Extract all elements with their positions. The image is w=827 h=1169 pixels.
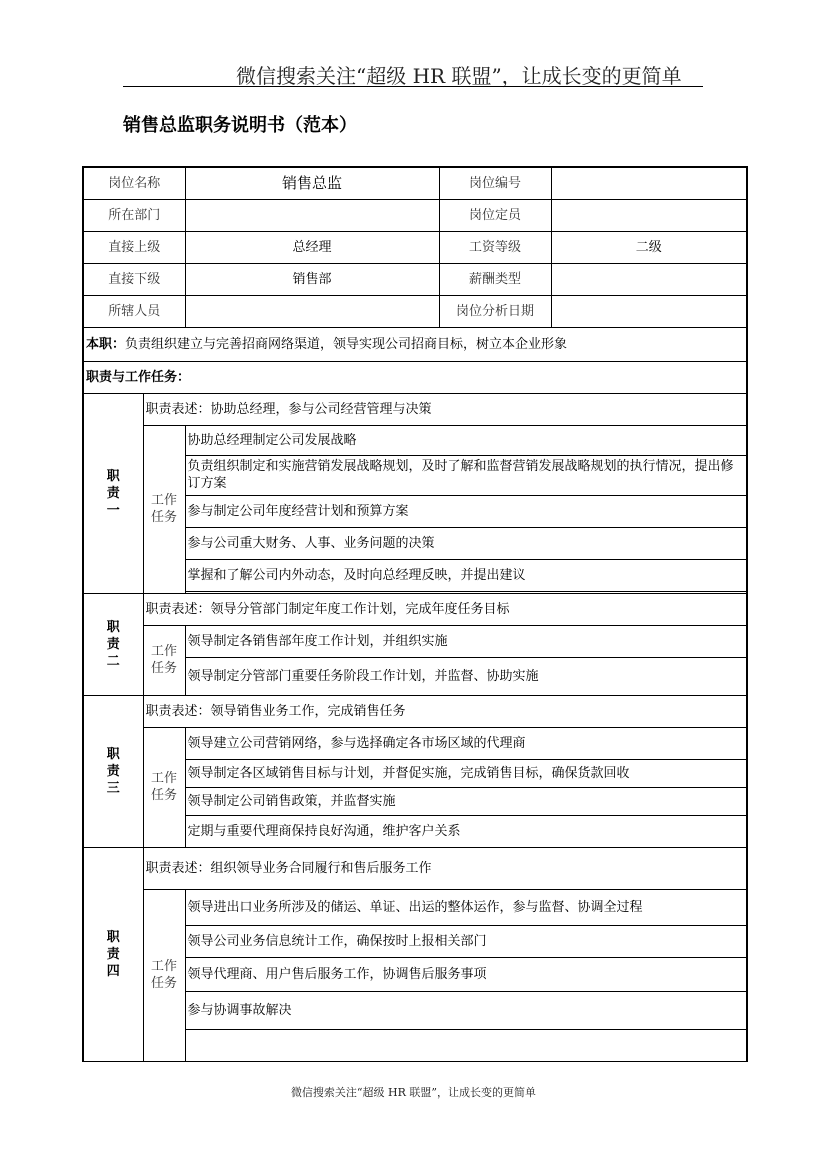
section-2-task-2: 领导制定分管部门重要任务阶段工作计划，并监督、协助实施 (185, 657, 747, 695)
tasks-header: 职责与工作任务： (83, 361, 747, 393)
document-title: 销售总监职务说明书（范本） (123, 115, 357, 136)
dept-value (185, 199, 439, 231)
section-3-statement: 职责表述：领导销售业务工作，完成销售任务 (143, 695, 747, 727)
core-duty-row (83, 327, 747, 361)
section-1-work-label: 工作 任务 (143, 425, 185, 593)
post-no-value (551, 167, 747, 199)
superior-label: 直接上级 (83, 231, 185, 263)
section-3-name: 职 责 三 (83, 695, 143, 847)
section-3-task-1: 领导建立公司营销网络，参与选择确定各市场区域的代理商 (185, 727, 747, 759)
section-1-task-2: 负责组织制定和实施营销发展战略规划，及时了解和监督营销发展战略规划的执行情况，提出修订方案 (185, 455, 747, 495)
analysis-date-label: 岗位分析日期 (439, 295, 551, 327)
headcount-label: 岗位定员 (439, 199, 551, 231)
job-description-table (82, 166, 748, 1062)
section-1-statement: 职责表述：协助总经理，参与公司经营管理与决策 (143, 393, 747, 425)
page-header: 微信搜索关注“超级 HR 联盟”，让成长变的更简单 (236, 64, 682, 88)
staff-label: 所辖人员 (83, 295, 185, 327)
section-3-work-label: 工作 任务 (143, 727, 185, 847)
section-4-task-3: 领导代理商、用户售后服务工作，协调售后服务事项 (185, 957, 747, 991)
subordinate-label: 直接下级 (83, 263, 185, 295)
analysis-date-value (551, 295, 747, 327)
grade-value: 二级 (551, 231, 747, 263)
section-1-task-5: 掌握和了解公司内外动态，及时向总经理反映，并提出建议 (185, 559, 747, 591)
page-footer: 微信搜索关注“超级 HR 联盟”，让成长变的更简单 (290, 1086, 537, 1099)
section-4-task-2: 领导公司业务信息统计工作，确保按时上报相关部门 (185, 925, 747, 957)
section-4-task-5 (185, 1029, 747, 1061)
section-3-task-2: 领导制定各区域销售目标与计划，并督促实施，完成销售目标，确保货款回收 (185, 759, 747, 787)
subordinate-value: 销售部 (185, 263, 439, 295)
staff-value (185, 295, 439, 327)
post-name-value: 销售总监 (185, 167, 439, 199)
section-2-statement: 职责表述：领导分管部门制定年度工作计划，完成年度任务目标 (143, 593, 747, 625)
section-4-task-4: 参与协调事故解决 (185, 991, 747, 1029)
core-duty-label: 本职： (86, 336, 126, 352)
post-name-label: 岗位名称 (83, 167, 185, 199)
section-3-task-3: 领导制定公司销售政策，并监督实施 (185, 787, 747, 815)
section-4-task-1: 领导进出口业务所涉及的储运、单证、出运的整体运作，参与监督、协调全过程 (185, 889, 747, 925)
section-2-task-1: 领导制定各销售部年度工作计划，并组织实施 (185, 625, 747, 657)
headcount-value (551, 199, 747, 231)
section-1-task-3: 参与制定公司年度经营计划和预算方案 (185, 495, 747, 527)
section-2-name: 职 责 二 (83, 593, 143, 695)
superior-value: 总经理 (185, 231, 439, 263)
section-1-name: 职 责 一 (83, 393, 143, 593)
section-4-statement: 职责表述：组织领导业务合同履行和售后服务工作 (143, 847, 747, 889)
pay-type-label: 薪酬类型 (439, 263, 551, 295)
post-no-label: 岗位编号 (439, 167, 551, 199)
section-2-work-label: 工作 任务 (143, 625, 185, 695)
dept-label: 所在部门 (83, 199, 185, 231)
core-duty-text: 负责组织建立与完善招商网络渠道，领导实现公司招商目标，树立本企业形象 (125, 336, 568, 352)
pay-type-value (551, 263, 747, 295)
section-1-task-1: 协助总经理制定公司发展战略 (185, 425, 747, 455)
section-4-work-label: 工作 任务 (143, 889, 185, 1061)
section-1-task-4: 参与公司重大财务、人事、业务问题的决策 (185, 527, 747, 559)
section-3-task-4: 定期与重要代理商保持良好沟通，维护客户关系 (185, 815, 747, 847)
section-4-name: 职 责 四 (83, 847, 143, 1061)
header-divider (123, 86, 703, 87)
grade-label: 工资等级 (439, 231, 551, 263)
